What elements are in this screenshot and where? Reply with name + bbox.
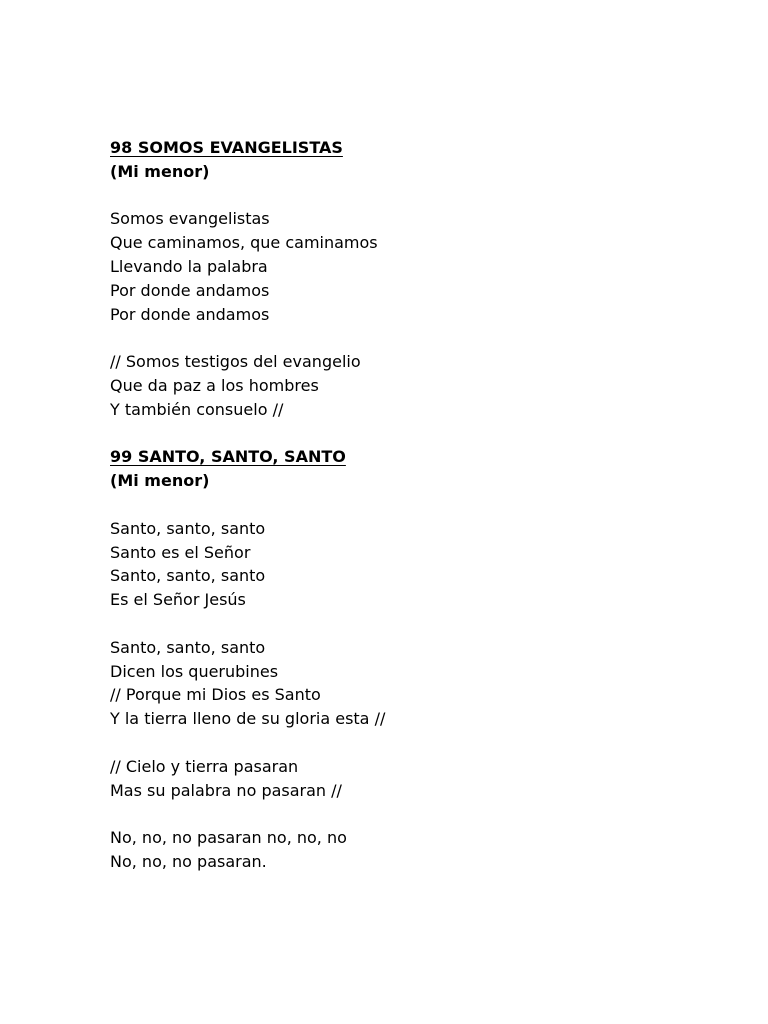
lyric-line: Que caminamos, que caminamos	[110, 233, 378, 253]
lyric-line: // Porque mi Dios es Santo	[110, 685, 321, 705]
lyric-line: Mas su palabra no pasaran //	[110, 780, 342, 800]
lyric-line: Somos evangelistas	[110, 209, 270, 229]
lyric-line: Santo es el Señor	[110, 542, 251, 562]
song-99	[110, 445, 730, 873]
lyric-line: Llevando la palabra	[110, 256, 268, 276]
lyric-line: Santo, santo, santo	[110, 637, 266, 657]
spacer	[110, 326, 730, 350]
stanza	[110, 517, 730, 612]
stanza	[110, 350, 730, 421]
lyric-line: // Somos testigos del evangelio	[110, 352, 361, 372]
lyric-line: Santo, santo, santo	[110, 518, 266, 538]
lyric-line: Es el Señor Jesús	[110, 590, 246, 610]
song-title: 98 SOMOS EVANGELISTAS	[110, 138, 343, 157]
lyric-line: Y la tierra lleno de su gloria esta //	[110, 709, 386, 729]
spacer	[110, 493, 730, 517]
song-title: 99 SANTO, SANTO, SANTO	[110, 447, 346, 467]
spacer	[110, 802, 730, 826]
lyric-line: Santo, santo, santo	[110, 566, 266, 586]
lyric-line: // Cielo y tierra pasaran	[110, 756, 299, 776]
spacer	[110, 422, 730, 446]
song-98	[110, 136, 730, 445]
lyric-line: Dicen los querubines	[110, 661, 279, 681]
stanza	[110, 755, 730, 803]
lyric-line: Por donde andamos	[110, 280, 270, 300]
lyric-line: Que da paz a los hombres	[110, 375, 319, 395]
lyric-line: No, no, no pasaran no, no, no	[110, 828, 347, 848]
stanza	[110, 826, 730, 874]
spacer	[110, 612, 730, 636]
song-key: (Mi menor)	[110, 471, 210, 491]
stanza	[110, 207, 730, 326]
spacer	[110, 184, 730, 208]
spacer	[110, 731, 730, 755]
lyric-line: Por donde andamos	[110, 304, 270, 324]
lyric-line: Y también consuelo //	[110, 399, 284, 419]
lyric-line: No, no, no pasaran.	[110, 851, 267, 871]
document-page	[110, 136, 730, 874]
song-key: (Mi menor)	[110, 161, 210, 181]
stanza	[110, 636, 730, 731]
